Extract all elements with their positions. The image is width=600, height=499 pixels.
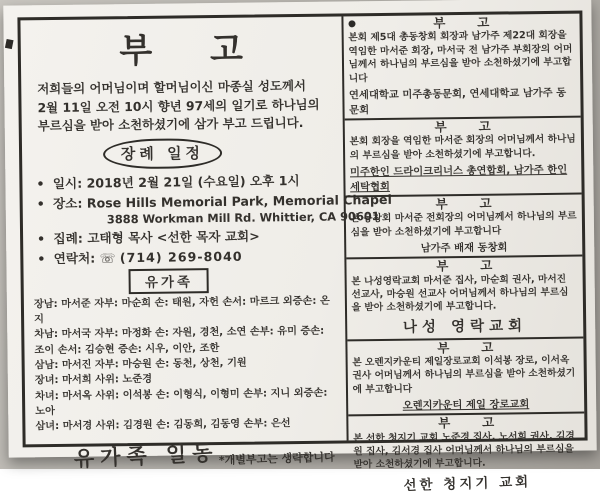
main-obituary-column xyxy=(20,16,392,471)
family-signoff: 유가족 일동 xyxy=(73,439,220,471)
bullet-icon: • xyxy=(36,195,45,212)
hand-drawn-border-frame xyxy=(17,11,587,494)
notice-title: 부 고 xyxy=(435,195,506,212)
notice-youngnak-church xyxy=(346,257,583,341)
ink-smudge xyxy=(5,39,14,49)
notice-body: 본 나성영락교회 마서준 집사, 마순희 권사, 마서진 선교사, 마승원 선교사 어머님께서 하나님의 부르심을 받아 소천하셨기에 부고합니다. xyxy=(351,273,569,314)
notice-title: 부 고 xyxy=(433,14,504,31)
family-row-third-son: 삼남: 마서진 자부: 마승원 손: 동천, 상천, 기원 xyxy=(34,357,247,372)
schedule-officiant-value: 고태형 목사 <선한 목자 교회> xyxy=(87,228,260,246)
notice-paejae-alumni xyxy=(345,195,582,260)
schedule-datetime-row xyxy=(36,169,335,192)
notice-body: 본 동창회 마서준 전회장의 어머님께서 하나님의 부르심을 받아 소천하셨기에 부고합니다 xyxy=(350,210,577,239)
family-heading-wrap xyxy=(1,266,336,295)
schedule-contact-row xyxy=(37,244,336,267)
notice-title: 부 고 xyxy=(438,414,509,431)
funeral-schedule-list xyxy=(36,169,392,267)
schedule-datetime-label: 일시: xyxy=(52,175,83,191)
notice-title: 부 고 xyxy=(437,339,508,355)
intro-line-1: 저희들의 어머님이며 할머님이신 마종실 성도께서 xyxy=(37,77,306,97)
obituary-title: 부고 xyxy=(119,28,301,72)
notice-body: 본회 제5대 총동창회 회장과 남가주 제22대 회장을 역임한 마서준 회장, 마서국 전 남가주 부회장의 어머님께서 하나님의 부르심을 받아 소천하셨기에 부고합니다 xyxy=(348,30,573,84)
notice-org: 선한 청지기 교회 xyxy=(402,473,532,494)
ink-dot xyxy=(348,20,355,27)
notice-org: 연세대학교 미주총동문회, 연세대학교 남가주 동문회 xyxy=(348,86,567,117)
family-row-eldest-son: 장남: 마서준 자부: 마순희 손: 태원, 자헌 손서: 마르크 외증손: 온지 xyxy=(33,295,330,326)
family-row-second-son: 차남: 마서국 자부: 마정화 손: 자원, 경천, 소연 손부: 유미 증손: 조이 손서: 김승현 증손: 시우, 이안, 조한 xyxy=(34,326,325,356)
intro-line-2: 2월 11일 오전 10시 향년 97세의 일기로 하나님의 xyxy=(37,96,320,115)
schedule-contact-label: 연락처: xyxy=(53,250,96,266)
bullet-icon: • xyxy=(36,175,45,192)
funeral-schedule-heading: 장례 일정 xyxy=(103,138,223,169)
notice-org: 오렌지카운티 제일 장로교회 xyxy=(402,398,530,412)
family-row-third-daughter: 삼녀: 마서경 사위: 김경원 손: 김동희, 김동영 손부: 은선 xyxy=(35,418,291,433)
bullet-icon: • xyxy=(37,250,46,267)
notice-org: 남가주 배재 동창회 xyxy=(420,241,508,255)
schedule-contact-value: (714) 269-8040 xyxy=(119,248,243,266)
notice-body: 본 오렌지카운티 제일장로교회 이석봉 장로, 이서옥 권사 어머님께서 하나님의 부르심을 받아 소천하셨기에 부고합니다 xyxy=(352,354,576,396)
schedule-officiant-row xyxy=(37,224,336,247)
notice-yonsei-alumni xyxy=(343,14,581,121)
paper-sheet xyxy=(3,0,596,494)
notice-body: 본회 회장을 역임한 마서준 회장의 어머님께서 하나님의 부르심을 받아 소천하셨기에 부고합니다. xyxy=(349,133,576,162)
schedule-datetime-value: 2018년 2월 21일 (수요일) 오후 1시 xyxy=(86,172,300,191)
notice-oc-first-presbyterian-church xyxy=(347,338,584,416)
organization-notices-column xyxy=(343,14,585,494)
family-row-second-daughter: 차녀: 마서옥 사위: 이석봉 손: 이형식, 이형미 손부: 지니 외증손: 노아 xyxy=(34,387,328,418)
family-list xyxy=(34,293,338,434)
notice-org: 미주한인 드라이크리너스 총연합회, 남가주 한인세탁협회 xyxy=(349,163,568,194)
notice-title: 부 고 xyxy=(436,257,507,274)
signoff-row xyxy=(74,437,335,470)
family-heading: 유가족 xyxy=(129,268,209,294)
phone-icon: ☏ xyxy=(99,250,116,266)
family-row-eldest-daughter: 장녀: 마서희 사위: 노준경 xyxy=(34,374,153,387)
individual-notice-note: *개별부고는 생략합니다 xyxy=(218,450,335,467)
notice-good-steward-church xyxy=(348,414,585,495)
funeral-schedule-heading-wrap xyxy=(0,136,335,170)
schedule-location-label: 장소: xyxy=(52,195,83,211)
notice-drycleaners-association xyxy=(344,117,581,197)
notice-body: 본 선한 청지기 교회 노준경 집사, 노서희 권사, 김경원 집사, 김서경 집사 어머님께서 하나님의 부르심을 받아 소천하셨기에 부고합니다. xyxy=(353,430,575,471)
schedule-location-row xyxy=(36,189,392,212)
schedule-location-address: 3888 Workman Mill Rd. Whittier, CA 90601 xyxy=(106,208,380,227)
schedule-officiant-label: 집례: xyxy=(53,230,83,246)
notice-title: 부 고 xyxy=(434,118,505,135)
notice-org: 나성 영락교회 xyxy=(402,317,528,336)
bullet-icon: • xyxy=(37,230,46,247)
intro-line-3: 부르심을 받아 소천하셨기에 삼가 부고 드립니다. xyxy=(37,115,304,134)
obituary-intro xyxy=(37,77,330,136)
schedule-location-value: Rose Hills Memorial Park, Memorial Chapel xyxy=(86,191,392,211)
